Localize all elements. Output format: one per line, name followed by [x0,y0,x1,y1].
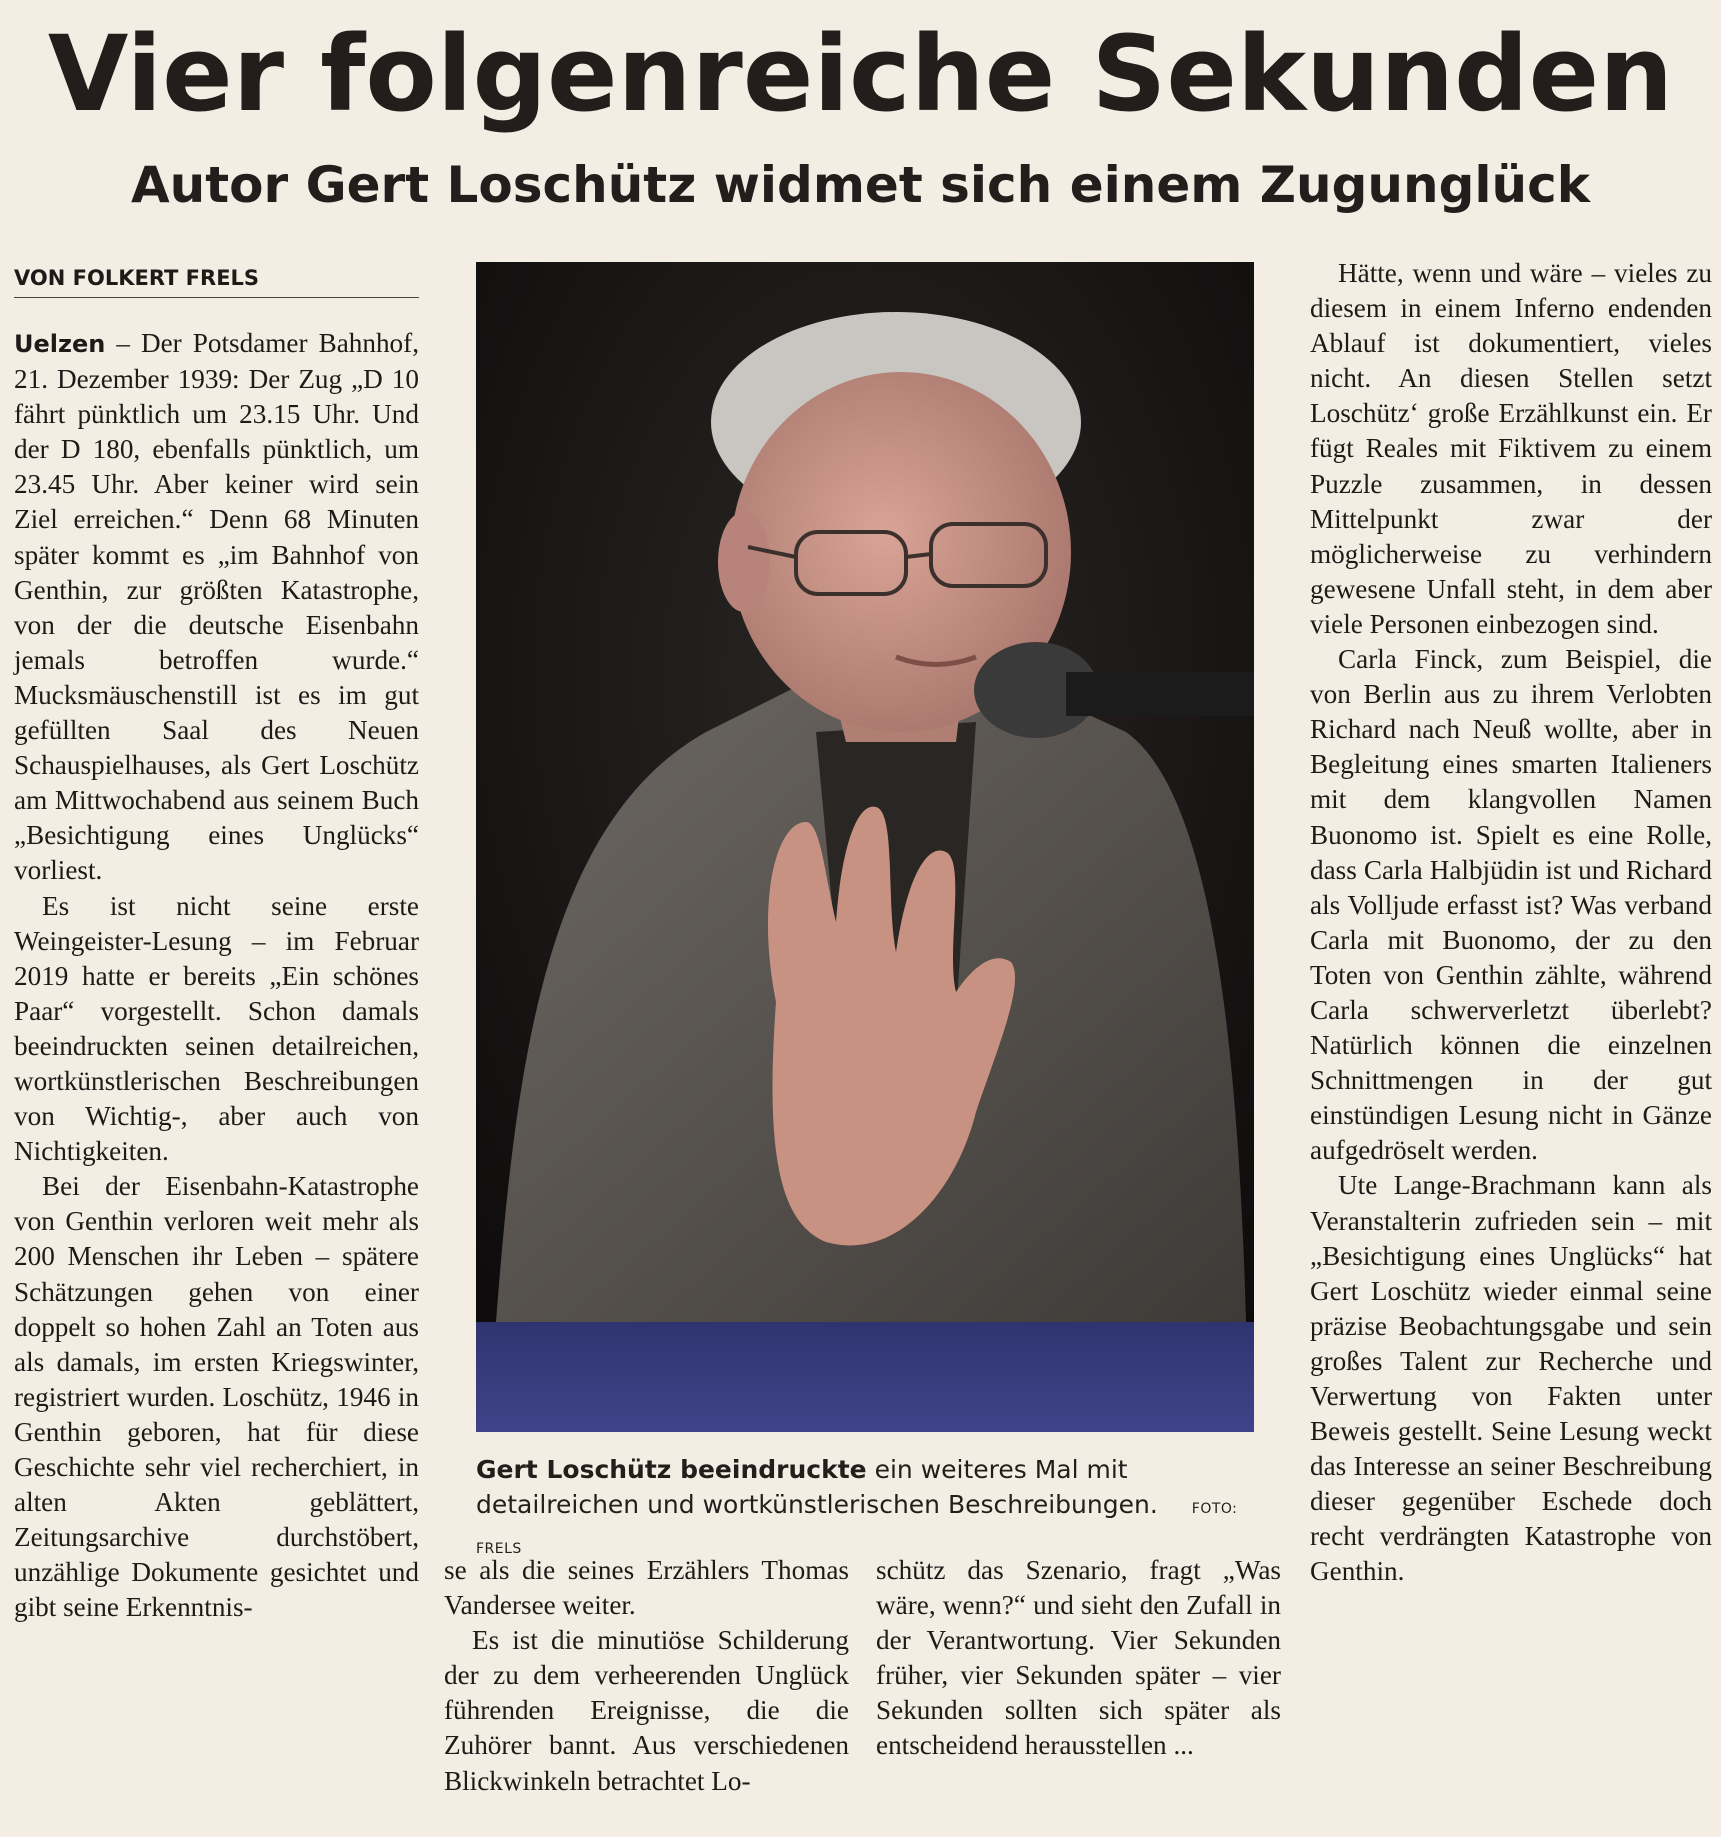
photo-credit: FOTO: FRELS [476,1501,1238,1557]
paragraph: se als die seines Erzählers Thomas Vandersee weiter. [444,1555,849,1621]
caption-text: ein weiteres Mal mit detailreichen und wortkünstlerischen Beschreibungen. [476,1455,1158,1519]
paragraph: Es ist die minutiöse Schilderung der zu dem verheerenden Unglück führenden Ereignisse, die die Zuhörer bannt. Aus verschiedenen Blickwinkeln betrachtet Lo- [444,1625,849,1796]
article-column-4 [1310,256,1712,1590]
author-photo [476,262,1254,1432]
article-column-2 [444,1553,849,1799]
headline: Vier folgenreiche Sekunden [47,13,1674,135]
paragraph: Carla Finck, zum Beispiel, die von Berlin aus zu ihrem Verlobten Richard nach Neuß wollte, aber in Begleitung eines smarten Italieners mit dem klangvollen Namen Buonomo ist. Spielt es eine Rolle, dass Carla Halbjüdin ist und Richard als Volljude erfasst ist? Was verband Carla mit Buonomo, der zu den Toten von Genthin zählte, während Carla schwerverletzt überlebt? Natürlich können die einzelnen Schnittmengen in der gut einstündigen Lesung nicht in Gänze aufgedröselt werden. [1310,644,1712,1166]
subheadline: Autor Gert Loschütz widmet sich einem Zugunglück [130,156,1591,214]
paragraph: Hätte, wenn und wäre – vieles zu diesem in einem Inferno endenden Ablauf ist dokumentiert, vieles nicht. An diesen Stellen setzt Loschütz‘ große Erzählkunst ein. Er fügt Reales mit Fiktivem zu einem Puzzle zusammen, in dessen Mittelpunkt zwar der möglicherweise zu verhindern gewesene Unfall steht, in dem aber viele Personen einbezogen sind. [1310,258,1712,639]
paragraph-text: – Der Potsdamer Bahnhof, 21. Dezember 1939: Der Zug „D 10 fährt pünktlich um 23.15 Uhr. Und der D 180, ebenfalls pünktlich, um 23.45 Uhr. Aber keiner wird sein Ziel erreichen.“ Denn 68 Minuten später kommt es „im Bahnhof von Genthin, zur größten Katastrophe, von der die deutsche Eisenbahn jemals betroffen wurde.“ Mucksmäuschenstill ist es im gut gefüllten Saal des Neuen Schauspielhauses, als Gert Loschütz am Mittwochabend aus seinem Buch „Besichtigung eines Unglücks“ vorliest. [14,328,419,886]
photo-caption [476,1452,1254,1567]
paragraph: schütz das Szenario, fragt „Was wäre, wenn?“ und sieht den Zufall in der Verantwortung. Vier Sekunden früher, vier Sekunden später – vier Sekunden sollten sich später als entscheidend herausstellen ... [876,1555,1281,1761]
article-column-1 [14,326,419,1625]
paragraph: Ute Lange-Brachmann kann als Veranstalterin zufrieden sein – mit „Besichtigung eines Unglücks“ hat Gert Loschütz wieder einmal seine präzise Beobachtungsgabe und sein großes Talent zur Recherche und Verwertung von Fakten unter Beweis gestellt. Seine Lesung weckt das Interesse an seiner Beschreibung dieser gegenüber Eschede doch recht verdrängten Katastrophe von Genthin. [1310,1170,1712,1587]
paragraph: Es ist nicht seine erste Weingeister-Lesung – im Februar 2019 hatte er bereits „Ein schönes Paar“ vorgestellt. Schon damals beeindruckten seinen detailreichen, wortkünstlerischen Beschreibungen von Wichtig-, aber auch von Nichtigkeiten. [14,890,419,1167]
byline: VON FOLKERT FRELS [14,263,419,298]
article-column-3 [876,1553,1281,1764]
paragraph [14,326,419,889]
dateline: Uelzen [14,330,106,358]
author-photo-illustration [476,262,1254,1432]
paragraph: Bei der Eisenbahn-Katastrophe von Genthin verloren weit mehr als 200 Menschen ihr Leben – spätere Schätzungen gehen von einer doppelt so hohen Zahl an Toten aus als damals, im ersten Kriegswinter, registriert wurden. Loschütz, 1946 in Genthin geboren, hat für diese Geschichte sehr viel recherchiert, in alten Akten geblättert, Zeitungsarchive durchstöbert, unzählige Dokumente gesichtet und gibt seine Erkenntnis- [14,1171,419,1623]
caption-lead: Gert Loschütz beeindruckte [476,1455,867,1484]
